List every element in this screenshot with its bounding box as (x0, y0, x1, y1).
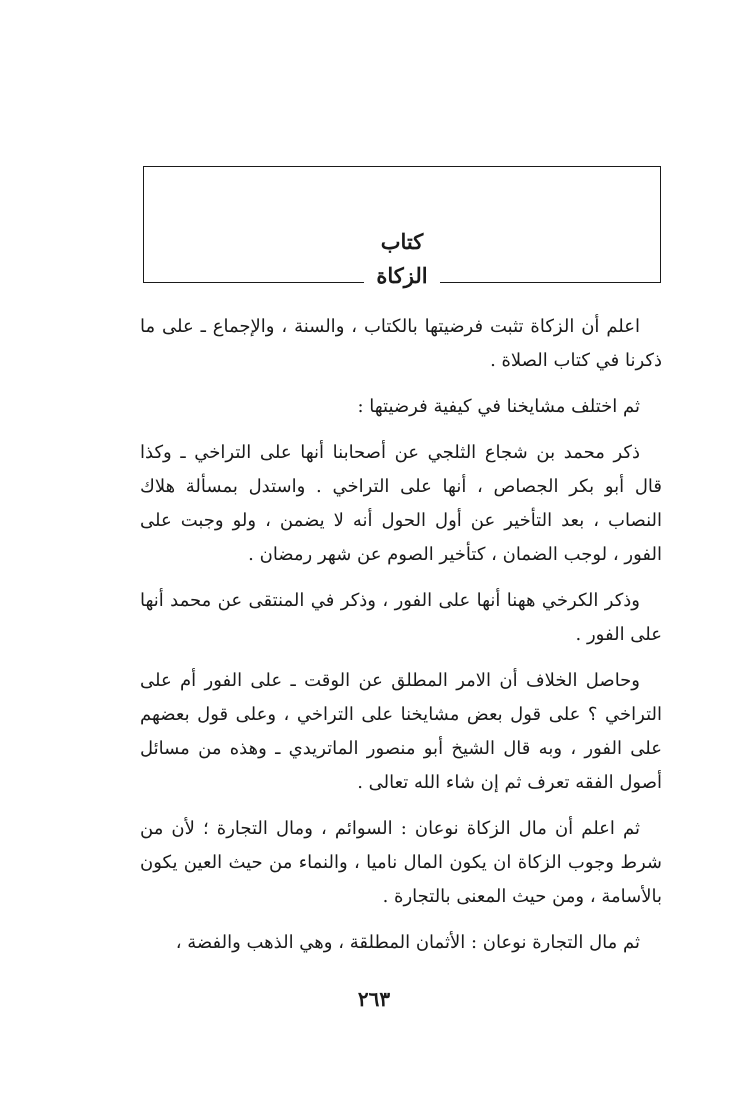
body-text (140, 310, 662, 972)
page-number: ٢٦٣ (357, 987, 391, 1011)
frame-rule-left (144, 282, 364, 283)
paragraph-6: ثم اعلم أن مال الزكاة نوعان : السوائم ، ومال التجارة ؛ لأن من شرط وجوب الزكاة ان يكون المال ناميا ، والنماء من حيث العين يكون بالأسامة ، ومن حيث المعنى بالتجارة . (140, 818, 662, 907)
paragraph-7: ثم مال التجارة نوعان : الأثمان المطلقة ، وهي الذهب والفضة ، (175, 932, 640, 953)
paragraph-2: ثم اختلف مشايخنا في كيفية فرضيتها : (357, 396, 640, 417)
paragraph-4: وذكر الكرخي ههنا أنها على الفور ، وذكر في المنتقى عن محمد أنها على الفور . (140, 590, 662, 645)
paragraph-1: اعلم أن الزكاة تثبت فرضيتها بالكتاب ، والسنة ، والإجماع ـ على ما ذكرنا في كتاب الصلاة . (140, 316, 662, 371)
chapter-title: الزكاة (376, 263, 428, 288)
book-heading: كتاب (380, 229, 424, 254)
chapter-title-frame (143, 166, 661, 288)
frame-rule-right (440, 282, 660, 283)
paragraph-5: وحاصل الخلاف أن الامر المطلق عن الوقت ـ على الفور أم على التراخي ؟ على قول بعض مشايخنا على التراخي ، وعلى قول بعضهم على الفور ، وبه قال الشيخ أبو منصور الماتريدي ـ وهذه من مسائل أصول الفقه تعرف ثم إن شاء الله تعالى . (140, 670, 662, 793)
paragraph-3: ذكر محمد بن شجاع الثلجي عن أصحابنا أنها على التراخي ـ وكذا قال أبو بكر الجصاص ، أنها على التراخي . واستدل بمسألة هلاك النصاب ، بعد التأخير عن أول الحول أنه لا يضمن ، ولو وجبت على الفور ، لوجب الضمان ، كتأخير الصوم عن شهر رمضان . (140, 442, 662, 565)
